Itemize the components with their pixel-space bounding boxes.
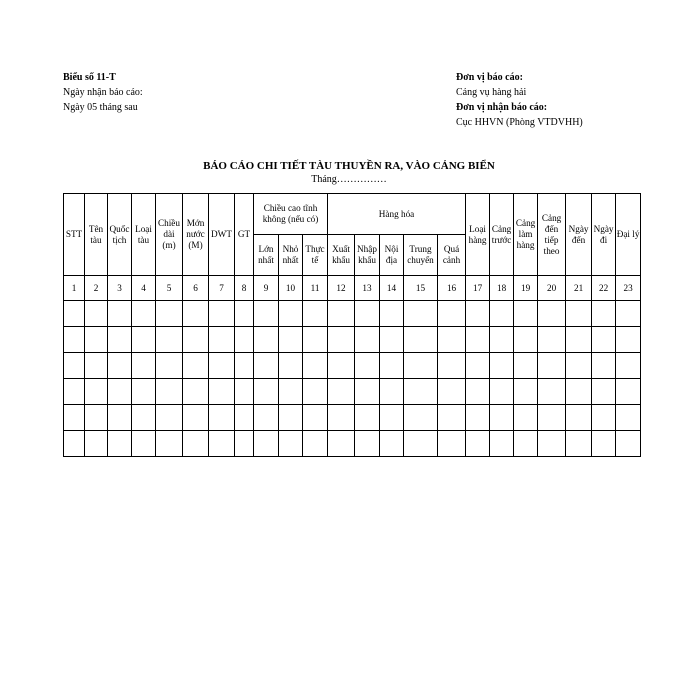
receive-date-value: Ngày 05 tháng sau [63,102,138,113]
column-number: 19 [514,276,538,301]
table-cell[interactable] [279,327,303,353]
table-cell[interactable] [566,327,592,353]
column-number: 13 [355,276,380,301]
table-cell[interactable] [616,353,641,379]
col-header-arrival-date: Ngày đến [566,194,592,276]
table-cell[interactable] [592,405,616,431]
table-cell[interactable] [466,379,490,405]
table-cell[interactable] [380,431,404,457]
table-cell[interactable] [616,379,641,405]
form-number: Biểu số 11-T [63,72,116,83]
report-table [63,193,641,457]
table-cell[interactable] [303,431,328,457]
table-cell[interactable] [466,301,490,327]
table-cell[interactable] [514,405,538,431]
table-cell[interactable] [592,301,616,327]
table-cell[interactable] [303,301,328,327]
table-cell[interactable] [592,431,616,457]
table-cell[interactable] [132,301,156,327]
reporting-unit-label: Đơn vị báo cáo: [456,72,523,83]
table-cell[interactable] [490,353,514,379]
column-number: 6 [183,276,209,301]
table-cell[interactable] [209,405,235,431]
table-cell[interactable] [156,431,183,457]
table-row [64,327,641,353]
column-number: 15 [404,276,438,301]
column-number: 9 [254,276,279,301]
header-left [63,70,143,115]
table-cell[interactable] [490,431,514,457]
receive-date-label: Ngày nhận báo cáo: [63,87,143,98]
table-cell[interactable] [380,327,404,353]
table-cell[interactable] [183,405,209,431]
table-cell[interactable] [404,327,438,353]
col-header-transshipment: Trung chuyển [404,235,438,276]
table-cell[interactable] [566,379,592,405]
col-header-draft: Mớn nước (M) [183,194,209,276]
table-cell[interactable] [514,301,538,327]
table-cell[interactable] [592,379,616,405]
table-cell[interactable] [254,431,279,457]
table-cell[interactable] [328,327,355,353]
col-header-dwt: DWT [209,194,235,276]
table-cell[interactable] [209,301,235,327]
col-header-ship-name: Tên tàu [85,194,108,276]
table-cell[interactable] [538,301,566,327]
table-cell[interactable] [85,405,108,431]
table-row [64,353,641,379]
table-cell[interactable] [328,353,355,379]
table-cell[interactable] [85,327,108,353]
column-number: 21 [566,276,592,301]
receiving-unit-value: Cục HHVN (Phòng VTDVHH) [456,117,583,128]
table-cell[interactable] [616,327,641,353]
table-cell[interactable] [108,405,132,431]
col-header-cargo-type: Loại hàng [466,194,490,276]
table-cell[interactable] [183,301,209,327]
table-cell[interactable] [64,405,85,431]
table-cell[interactable] [438,353,466,379]
col-header-export: Xuất khẩu [328,235,355,276]
table-cell[interactable] [404,353,438,379]
table-cell[interactable] [235,301,254,327]
table-cell[interactable] [183,431,209,457]
column-number: 7 [209,276,235,301]
table-cell[interactable] [279,301,303,327]
col-header-import: Nhập khẩu [355,235,380,276]
table-cell[interactable] [156,353,183,379]
table-cell[interactable] [355,327,380,353]
table-cell[interactable] [235,379,254,405]
table-cell[interactable] [156,327,183,353]
report-month: Tháng…………… [311,174,387,185]
table-cell[interactable] [209,327,235,353]
table-cell[interactable] [616,405,641,431]
column-number: 5 [156,276,183,301]
table-cell[interactable] [85,431,108,457]
blank-rows [64,301,641,457]
table-cell[interactable] [566,405,592,431]
table-cell[interactable] [514,379,538,405]
header-right [456,70,583,130]
table-cell[interactable] [438,379,466,405]
table-cell[interactable] [108,353,132,379]
col-header-min-clearance: Nhỏ nhất [279,235,303,276]
column-number: 8 [235,276,254,301]
table-cell[interactable] [235,431,254,457]
group-header-clearance: Chiều cao tĩnh không (nếu có) [254,194,328,235]
table-cell[interactable] [235,405,254,431]
table-cell[interactable] [538,353,566,379]
column-number: 12 [328,276,355,301]
table-cell[interactable] [490,301,514,327]
table-cell[interactable] [514,353,538,379]
col-header-next-port: Cảng đến tiếp theo [538,194,566,276]
table-cell[interactable] [64,431,85,457]
table-cell[interactable] [303,353,328,379]
table-cell[interactable] [466,353,490,379]
table-cell[interactable] [404,379,438,405]
table-cell[interactable] [279,405,303,431]
column-number: 14 [380,276,404,301]
table-cell[interactable] [254,353,279,379]
table-cell[interactable] [328,379,355,405]
col-header-domestic: Nội địa [380,235,404,276]
table-cell[interactable] [64,379,85,405]
group-header-cargo: Hàng hóa [328,194,466,235]
table-cell[interactable] [566,431,592,457]
table-cell[interactable] [404,301,438,327]
col-header-loading-port: Cảng làm hàng [514,194,538,276]
table-cell[interactable] [490,405,514,431]
table-cell[interactable] [490,327,514,353]
receiving-unit-label: Đơn vị nhận báo cáo: [456,102,548,113]
table-cell[interactable] [132,327,156,353]
col-header-actual-clearance: Thực tế [303,235,328,276]
table-cell[interactable] [490,379,514,405]
report-title: BÁO CÁO CHI TIẾT TÀU THUYỀN RA, VÀO CẢNG BIỂN [203,160,495,172]
column-number: 20 [538,276,566,301]
table-cell[interactable] [355,431,380,457]
table-cell[interactable] [132,353,156,379]
table-cell[interactable] [616,301,641,327]
table-cell[interactable] [566,301,592,327]
table-row [64,405,641,431]
table-cell[interactable] [209,353,235,379]
table-cell[interactable] [438,327,466,353]
table-cell[interactable] [380,301,404,327]
table-cell[interactable] [303,405,328,431]
col-header-nationality: Quốc tịch [108,194,132,276]
table-row [64,379,641,405]
col-header-length: Chiều dài (m) [156,194,183,276]
table-cell[interactable] [254,301,279,327]
table-cell[interactable] [132,431,156,457]
table-cell[interactable] [108,327,132,353]
table-cell[interactable] [303,327,328,353]
column-number: 17 [466,276,490,301]
table-cell[interactable] [355,405,380,431]
table-cell[interactable] [538,327,566,353]
column-number: 23 [616,276,641,301]
table-cell[interactable] [328,431,355,457]
table-cell[interactable] [514,431,538,457]
table-cell[interactable] [254,405,279,431]
table-cell[interactable] [108,301,132,327]
table-cell[interactable] [355,379,380,405]
table-cell[interactable] [538,405,566,431]
table-cell[interactable] [209,431,235,457]
column-number: 2 [85,276,108,301]
table-cell[interactable] [156,405,183,431]
table-cell[interactable] [380,353,404,379]
column-number: 22 [592,276,616,301]
table-cell[interactable] [466,405,490,431]
col-header-gt: GT [235,194,254,276]
table-cell[interactable] [466,431,490,457]
table-cell[interactable] [380,405,404,431]
col-header-agent: Đại lý [616,194,641,276]
table-cell[interactable] [85,379,108,405]
table-cell[interactable] [566,353,592,379]
column-number: 18 [490,276,514,301]
table-cell[interactable] [404,431,438,457]
column-number-row [64,276,641,301]
table-cell[interactable] [355,301,380,327]
table-cell[interactable] [235,353,254,379]
col-header-transit: Quá cảnh [438,235,466,276]
column-number: 16 [438,276,466,301]
table-cell[interactable] [85,301,108,327]
table-cell[interactable] [64,301,85,327]
col-header-stt: STT [64,194,85,276]
table-cell[interactable] [279,379,303,405]
table-cell[interactable] [616,431,641,457]
table-cell[interactable] [254,379,279,405]
column-number: 4 [132,276,156,301]
column-number: 3 [108,276,132,301]
reporting-unit-value: Cảng vụ hàng hải [456,87,527,98]
table-cell[interactable] [108,379,132,405]
table-cell[interactable] [404,405,438,431]
table-cell[interactable] [209,379,235,405]
table-cell[interactable] [279,353,303,379]
table-cell[interactable] [64,353,85,379]
col-header-ship-type: Loại tàu [132,194,156,276]
table-cell[interactable] [64,327,85,353]
table-cell[interactable] [183,353,209,379]
table-cell[interactable] [466,327,490,353]
table-row [64,301,641,327]
col-header-departure-date: Ngày đi [592,194,616,276]
table-cell[interactable] [156,301,183,327]
col-header-previous-port: Cảng trước [490,194,514,276]
table-cell[interactable] [328,405,355,431]
table-cell[interactable] [538,379,566,405]
table-cell[interactable] [438,301,466,327]
table-cell[interactable] [438,405,466,431]
table-cell[interactable] [108,431,132,457]
column-number: 1 [64,276,85,301]
table-cell[interactable] [85,353,108,379]
table-cell[interactable] [438,431,466,457]
table-cell[interactable] [538,431,566,457]
column-number: 11 [303,276,328,301]
table-cell[interactable] [156,379,183,405]
table-cell[interactable] [380,379,404,405]
table-cell[interactable] [132,405,156,431]
table-cell[interactable] [235,327,254,353]
col-header-max-clearance: Lớn nhất [254,235,279,276]
table-cell[interactable] [303,379,328,405]
table-cell[interactable] [514,327,538,353]
table-cell[interactable] [254,327,279,353]
table-cell[interactable] [355,353,380,379]
table-cell[interactable] [592,327,616,353]
table-row [64,431,641,457]
table-cell[interactable] [328,301,355,327]
table-cell[interactable] [183,379,209,405]
table-cell[interactable] [183,327,209,353]
table-cell[interactable] [132,379,156,405]
table-cell[interactable] [592,353,616,379]
column-number: 10 [279,276,303,301]
table-cell[interactable] [279,431,303,457]
